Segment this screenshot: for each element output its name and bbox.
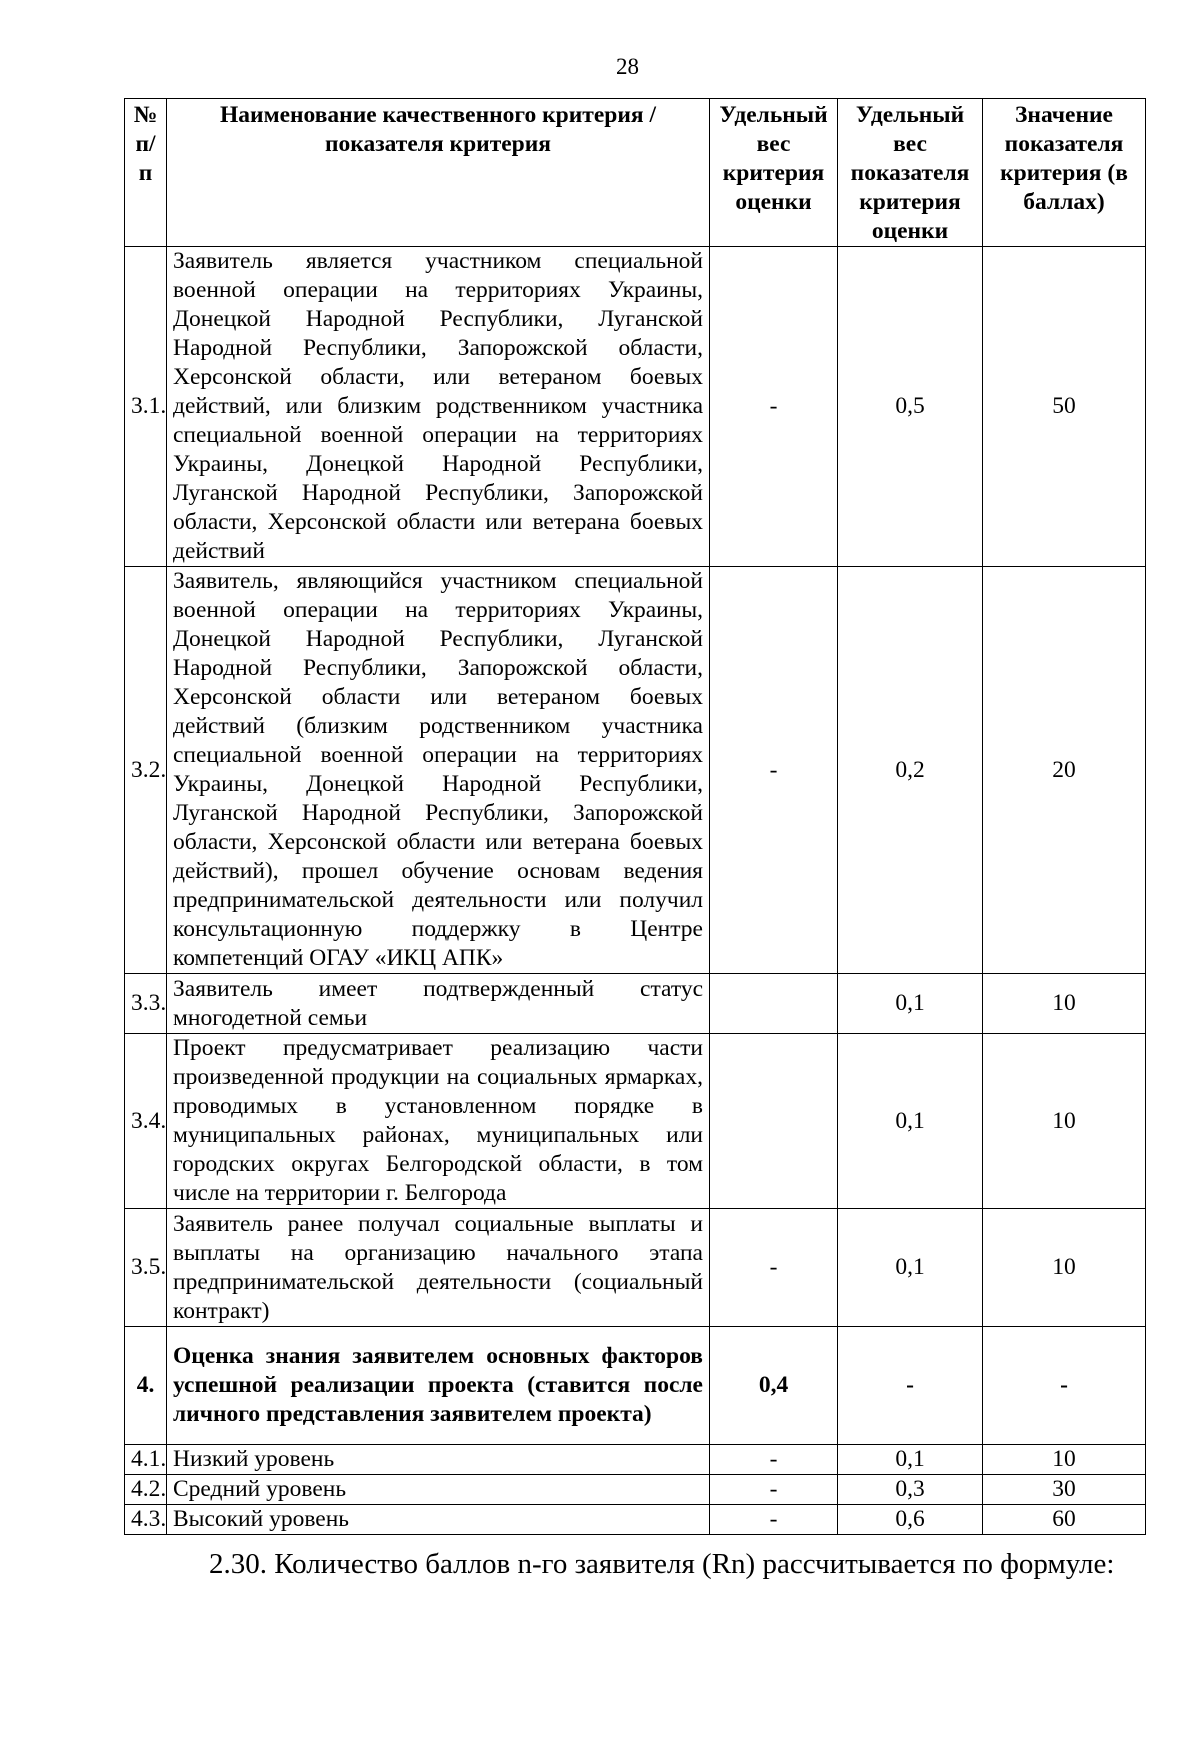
row-criterion-weight xyxy=(710,974,838,1034)
row-indicator-weight: 0,2 xyxy=(838,567,983,974)
row-score: 10 xyxy=(983,1034,1146,1209)
row-criterion-weight: - xyxy=(710,1209,838,1327)
row-number: 4.2. xyxy=(125,1475,167,1505)
row-number: 3.4. xyxy=(125,1034,167,1209)
row-criterion-weight xyxy=(710,1034,838,1209)
criteria-table xyxy=(124,98,1146,1535)
row-criterion-name: Высокий уровень xyxy=(167,1505,710,1535)
row-criterion-name: Оценка знания заявителем основных факторов успешной реализации проекта (ставится после личного представления заявителем проекта) xyxy=(167,1327,710,1445)
table-row xyxy=(125,1445,1146,1475)
row-criterion-name: Заявитель ранее получал социальные выплаты и выплаты на организацию начального этапа предпринимательской деятельности (социальный контракт) xyxy=(167,1209,710,1327)
table-row xyxy=(125,247,1146,567)
row-number: 3.2. xyxy=(125,567,167,974)
header-criterion-weight: Удельный вес критерия оценки xyxy=(710,99,838,247)
table-row xyxy=(125,1475,1146,1505)
row-number: 4. xyxy=(125,1327,167,1445)
row-score: 60 xyxy=(983,1505,1146,1535)
row-criterion-name: Низкий уровень xyxy=(167,1445,710,1475)
row-criterion-weight: - xyxy=(710,1445,838,1475)
row-number: 3.5. xyxy=(125,1209,167,1327)
row-number: 3.1. xyxy=(125,247,167,567)
row-score: 20 xyxy=(983,567,1146,974)
row-number: 4.1. xyxy=(125,1445,167,1475)
header-indicator-weight: Удельный вес показателя критерия оценки xyxy=(838,99,983,247)
row-indicator-weight: 0,1 xyxy=(838,1445,983,1475)
row-number: 3.3. xyxy=(125,974,167,1034)
table-row xyxy=(125,567,1146,974)
row-score: 30 xyxy=(983,1475,1146,1505)
header-number: № п/п xyxy=(125,99,167,247)
header-criterion-name: Наименование качественного критерия / показателя критерия xyxy=(167,99,710,247)
row-criterion-name: Заявитель является участником специальной военной операции на территориях Украины, Донецкой Народной Республики, Луганской Народной Республики, Запорожской области, Херсонской области, или ветераном боевых действий, или близким родственником участника специальной военной операции на территориях Украины, Донецкой Народной Республики, Луганской Народной Республики, Запорожской области, Херсонской области или ветерана боевых действий xyxy=(167,247,710,567)
table-row xyxy=(125,1327,1146,1445)
row-number: 4.3. xyxy=(125,1505,167,1535)
header-row xyxy=(125,99,1146,247)
row-criterion-name: Заявитель, являющийся участником специальной военной операции на территориях Украины, Донецкой Народной Республики, Луганской Народной Республики, Запорожской области, Херсонской области или ветераном боевых действий (близким родственником участника специальной военной операции на территориях Украины, Донецкой Народной Республики, Луганской Народной Республики, Запорожской области, Херсонской области или ветерана боевых действий), прошел обучение основам ведения предпринимательской деятельности или получил консультационную поддержку в Центре компетенций ОГАУ «ИКЦ АПК» xyxy=(167,567,710,974)
row-criterion-weight: - xyxy=(710,567,838,974)
row-indicator-weight: 0,3 xyxy=(838,1475,983,1505)
row-criterion-name: Средний уровень xyxy=(167,1475,710,1505)
page-number: 28 xyxy=(616,54,639,79)
table-row xyxy=(125,1034,1146,1209)
header-score: Значение показателя критерия (в баллах) xyxy=(983,99,1146,247)
row-indicator-weight: 0,5 xyxy=(838,247,983,567)
row-criterion-weight: 0,4 xyxy=(710,1327,838,1445)
row-score: - xyxy=(983,1327,1146,1445)
table-row xyxy=(125,1209,1146,1327)
row-criterion-weight: - xyxy=(710,247,838,567)
row-score: 10 xyxy=(983,1209,1146,1327)
row-score: 10 xyxy=(983,1445,1146,1475)
row-indicator-weight: - xyxy=(838,1327,983,1445)
row-criterion-weight: - xyxy=(710,1505,838,1535)
row-indicator-weight: 0,1 xyxy=(838,974,983,1034)
formula-paragraph: 2.30. Количество баллов n-го заявителя (Rn) рассчитывается по формуле: xyxy=(209,1548,1115,1580)
row-score: 50 xyxy=(983,247,1146,567)
row-criterion-name: Заявитель имеет подтвержденный статус многодетной семьи xyxy=(167,974,710,1034)
row-criterion-weight: - xyxy=(710,1475,838,1505)
row-score: 10 xyxy=(983,974,1146,1034)
table-row xyxy=(125,974,1146,1034)
table-row xyxy=(125,1505,1146,1535)
row-criterion-name: Проект предусматривает реализацию части произведенной продукции на социальных ярмарках, проводимых в установленном порядке в муниципальных районах, муниципальных или городских округах Белгородской области, в том числе на территории г. Белгорода xyxy=(167,1034,710,1209)
row-indicator-weight: 0,1 xyxy=(838,1034,983,1209)
row-indicator-weight: 0,6 xyxy=(838,1505,983,1535)
row-indicator-weight: 0,1 xyxy=(838,1209,983,1327)
